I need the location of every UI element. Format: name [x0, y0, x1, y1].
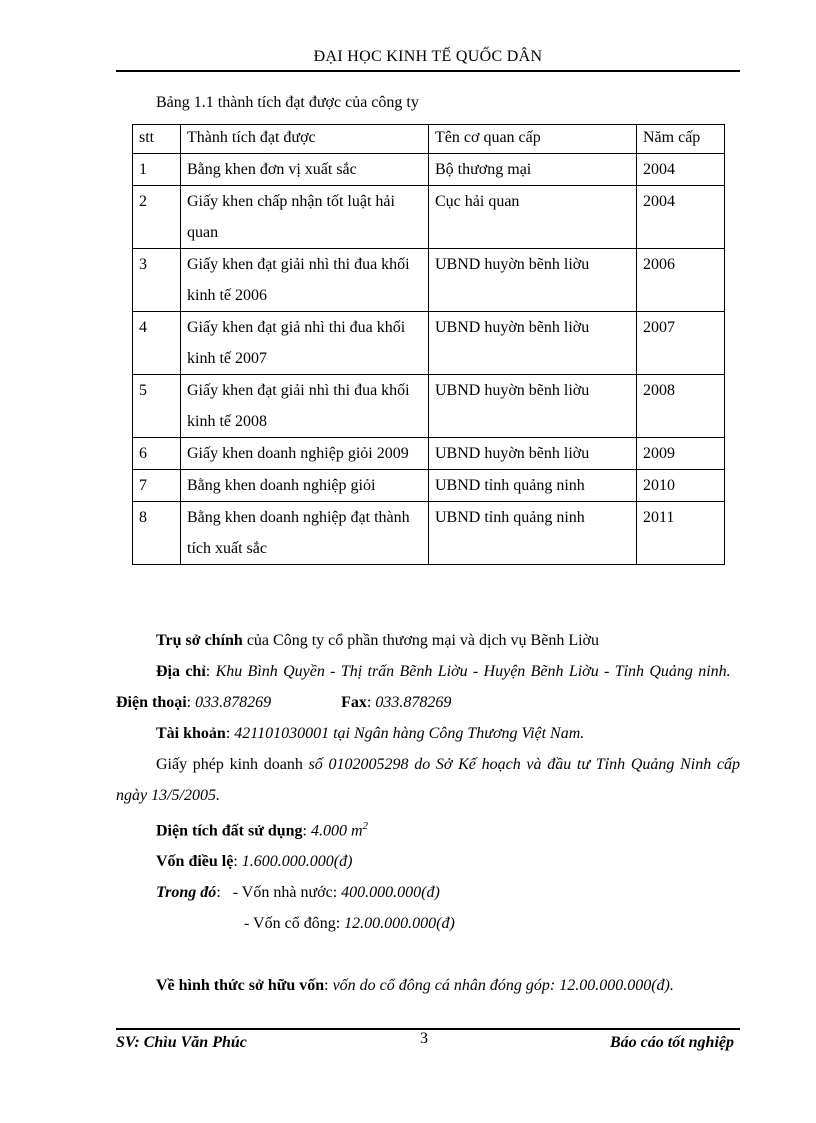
company-info: [116, 625, 740, 1001]
capital-label: Vốn điều lệ: [156, 853, 234, 871]
footer-student: SV: Chìu Văn Phúc: [116, 1034, 247, 1051]
page-number: 3: [420, 1030, 428, 1047]
cell-stt: 3: [133, 249, 181, 312]
address-label: Địa chỉ: [156, 663, 206, 680]
cell-issuer: UBND tỉnh quảng ninh: [429, 502, 637, 565]
table-row: [133, 470, 725, 502]
cell-issuer: UBND huyờn bẽnh liờu: [429, 249, 637, 312]
cell-year: 2008: [637, 375, 725, 438]
cell-issuer: UBND huyờn bẽnh liờu: [429, 312, 637, 375]
cell-issuer: UBND tỉnh quảng ninh: [429, 470, 637, 502]
cell-achievement: Giấy khen doanh nghiệp giỏi 2009: [181, 438, 429, 470]
table-header-row: [133, 125, 725, 154]
table-row: [133, 375, 725, 438]
header-achievement: Thành tích đạt được: [181, 125, 429, 154]
table-row: [133, 438, 725, 470]
cell-stt: 7: [133, 470, 181, 502]
share-capital-value: 12.00.000.000(đ): [344, 915, 455, 933]
cell-achievement: Giấy khen chấp nhận tốt luật hải quan: [181, 186, 429, 249]
capital-value: 1.600.000.000(đ): [241, 853, 353, 871]
cell-year: 2010: [637, 470, 725, 502]
area-unit-sup: 2: [362, 820, 369, 832]
header-divider: [116, 70, 740, 72]
of-which-label: Trong đó: [156, 884, 217, 902]
cell-year: 2007: [637, 312, 725, 375]
license-text: Giấy phép kinh doanh: [156, 756, 303, 773]
phone-value: 033.878269: [195, 694, 272, 711]
cell-year: 2004: [637, 154, 725, 186]
ownership-line: Về hình thức sở hữu vốn: vốn do cổ đông cá nhân đóng góp: 12.00.000.000(đ).: [156, 977, 674, 995]
cell-achievement: Giấy khen đạt giải nhì thi đua khối kinh tế 2008: [181, 375, 429, 438]
share-capital-line: [116, 908, 740, 939]
table-row: [133, 249, 725, 312]
cell-issuer: UBND huyờn bẽnh liờu: [429, 438, 637, 470]
cell-issuer: Cục hải quan: [429, 186, 637, 249]
area-value: 4.000 m: [310, 822, 363, 840]
table-row: [133, 154, 725, 186]
fax-label: Fax: [341, 694, 367, 711]
cell-year: 2004: [637, 186, 725, 249]
land-area-line: Diện tích đất sử dụng: 4.000 $m^2$: [156, 820, 369, 840]
table-row: [133, 502, 725, 565]
ownership-label: Về hình thức sở hữu vốn: [156, 977, 325, 995]
license-line: [116, 749, 740, 811]
table-row: [133, 312, 725, 375]
header-year: Năm cấp: [637, 125, 725, 154]
address-value: Khu Bình Quyền - Thị trấn Bẽnh Liờu - Huyện Bẽnh Liờu - Tỉnh Quảng ninh.: [215, 663, 731, 680]
header-stt: stt: [133, 125, 181, 154]
cell-year: 2011: [637, 502, 725, 565]
fax-value: 033.878269: [375, 694, 452, 711]
cell-stt: 6: [133, 438, 181, 470]
share-capital-label: - Vốn cổ đông:: [244, 915, 345, 933]
cell-year: 2006: [637, 249, 725, 312]
address-line: Địa chỉ: Khu Bình Quyền - Thị trấn Bẽnh Liờu - Huyện Bẽnh Liờu - Tỉnh Quảng ninh. Điện thoại: 033.878269 Fax: 033.878269: [116, 663, 731, 711]
area-label: Diện tích đất sử dụng: [156, 822, 303, 840]
cell-stt: 1: [133, 154, 181, 186]
cell-issuer: UBND huyờn bẽnh liờu: [429, 375, 637, 438]
of-which-line: Trong đó: - Vốn nhà nước: 400.000.000(đ): [156, 884, 440, 902]
cell-achievement: Bằng khen doanh nghiệp giỏi: [181, 470, 429, 502]
account-line: Tài khoản: 421101030001 tại Ngân hàng Công Thương Việt Nam.: [156, 725, 585, 742]
cell-achievement: Bằng khen doanh nghiệp đạt thành tích xuất sắc: [181, 502, 429, 565]
header-issuer: Tên cơ quan cấp: [429, 125, 637, 154]
headquarters-line: [116, 625, 740, 656]
license-value: số 0102005298 do Sở Kế hoạch và đầu tư Tỉnh Quảng Ninh cấp ngày 13/5/2005.: [116, 756, 741, 804]
cell-issuer: Bộ thương mại: [429, 154, 637, 186]
account-value: 421101030001 tại Ngân hàng Công Thương Việt Nam.: [234, 725, 585, 742]
cell-stt: 8: [133, 502, 181, 565]
cell-achievement: Bằng khen đơn vị xuất sắc: [181, 154, 429, 186]
state-capital-label: - Vốn nhà nước:: [232, 884, 342, 902]
table-caption: Bảng 1.1 thành tích đạt được của công ty: [156, 94, 419, 111]
cell-achievement: Giấy khen đạt giải nhì thi đua khối kinh tế 2006: [181, 249, 429, 312]
hq-label: Trụ sở chính: [156, 632, 243, 649]
table-row: [133, 186, 725, 249]
phone-label: Điện thoại: [116, 694, 187, 711]
charter-capital-line: Vốn điều lệ: 1.600.000.000(đ): [156, 853, 353, 871]
cell-stt: 5: [133, 375, 181, 438]
footer-report: Báo cáo tốt nghiệp: [609, 1034, 734, 1051]
cell-stt: 2: [133, 186, 181, 249]
hq-text: của Công ty cổ phần thương mại và dịch vụ Bẽnh Liờu: [242, 632, 600, 649]
cell-achievement: Giấy khen đạt giả nhì thi đua khối kinh tế 2007: [181, 312, 429, 375]
achievements-table: [132, 124, 725, 565]
footer-divider: [116, 1028, 740, 1030]
cell-stt: 4: [133, 312, 181, 375]
page-header-title: ĐẠI HỌC KINH TẾ QUỐC DÂN: [313, 48, 543, 65]
state-capital-value: 400.000.000(đ): [341, 884, 440, 902]
cell-year: 2009: [637, 438, 725, 470]
account-label: Tài khoản: [156, 725, 226, 742]
ownership-value: vốn do cổ đông cá nhân đóng góp: 12.00.000.000(đ).: [332, 977, 674, 995]
